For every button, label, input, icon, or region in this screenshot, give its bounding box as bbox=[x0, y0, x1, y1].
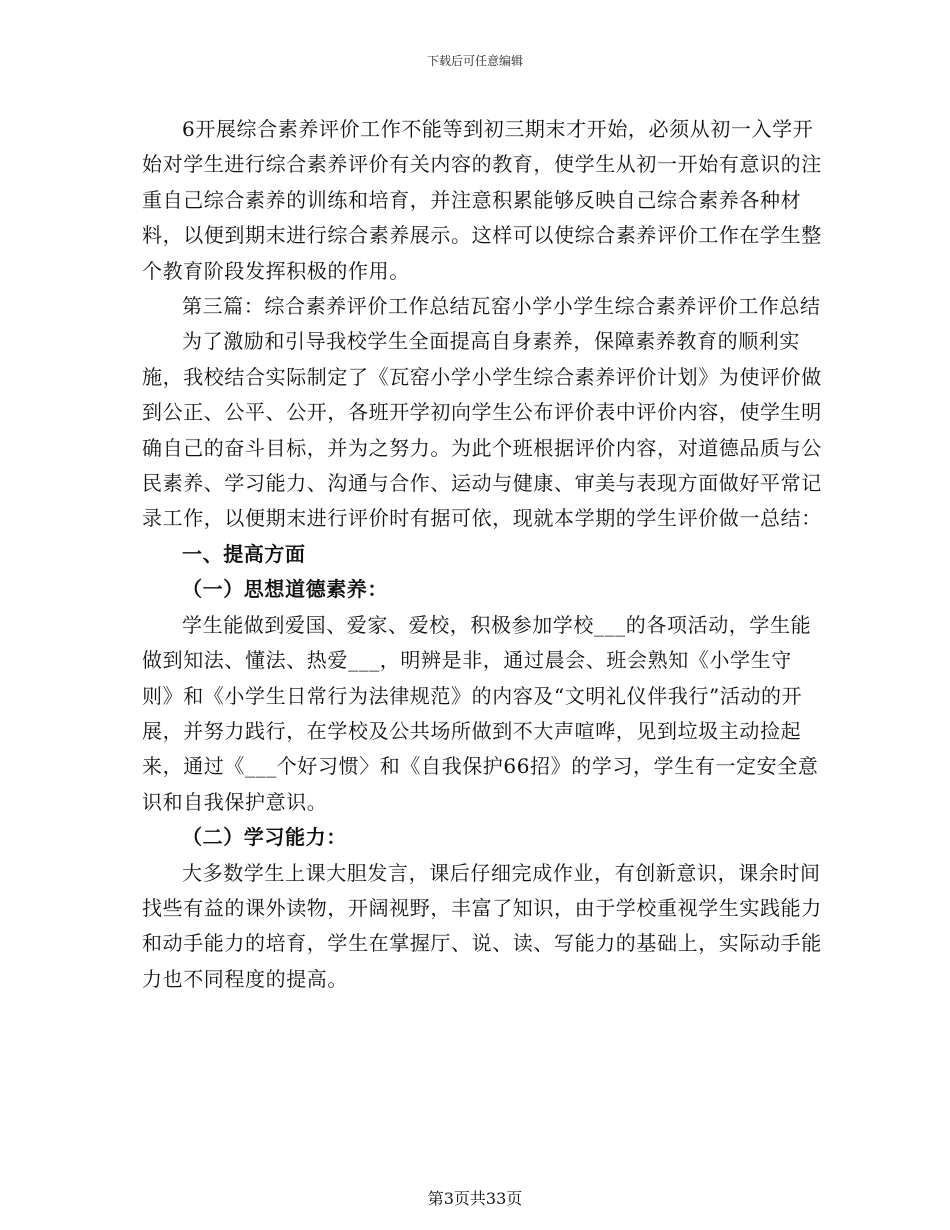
subheading-learning: （二）学习能力： bbox=[182, 825, 347, 850]
paragraph-1: 6开展综合素养评价工作不能等到初三期末才开始，必须从初一入学开始对学生进行综合素养评价有关内容的教育，使学生从初一开始有意识的注重自己综合素养的训练和培育，并注意积累能够反映自己综合素养各种材料，以便到期末进行综合素养展示。这样可以使综合素养评价工作在学生整个教育阶段发挥积极的作用。 bbox=[142, 117, 822, 283]
page-header: 下载后可任意编辑 bbox=[426, 54, 523, 68]
document-body bbox=[142, 112, 822, 997]
paragraph-learning: 大多数学生上课大胆发言，课后仔细完成作业，有创新意识，课余时间找些有益的课外读物，开阔视野，丰富了知识，由于学校重视学生实践能力和动手能力的培育，学生在掌握厅、说、读、写能力的基础上，实际动手能力也不同程度的提高。 bbox=[142, 860, 822, 991]
paragraph-2: 第三篇：综合素养评价工作总结瓦窑小学小学生综合素养评价工作总结 bbox=[182, 294, 821, 319]
paragraph-3: 为了激励和引导我校学生全面提高自身素养，保障素养教育的顺利实施，我校结合实际制定了《瓦窑小学小学生综合素养评价计划》为使评价做到公正、公平、公开，各班开学初向学生公布评价表中评价内容，使学生明确自己的奋斗目标，并为之努力。为此个班根据评价内容，对道德品质与公民素养、学习能力、沟通与合作、运动与健康、审美与表现方面做好平常记录工作，以便期末进行评价时有据可依，现就本学期的学生评价做一总结： bbox=[142, 329, 822, 531]
section-heading-improvement: 一、提高方面 bbox=[182, 541, 306, 566]
page-footer: 第3页共33页 bbox=[427, 1189, 523, 1208]
paragraph-moral: 学生能做到爱国、爱家、爱校，积极参加学校___的各项活动，学生能做到知法、懂法、热爱___，明辨是非，通过晨会、班会熟知《小学生守则》和《小学生日常行为法律规范》的内容及“文明礼仪伴我行”活动的开展，并努力践行，在学校及公共场所做到不大声喧哗，见到垃圾主动捡起来，通过《___个好习惯〉和《自我保护66招》的学习，学生有一定安全意识和自我保护意识。 bbox=[142, 612, 819, 814]
subheading-moral: （一）思想道德素养： bbox=[182, 577, 388, 602]
